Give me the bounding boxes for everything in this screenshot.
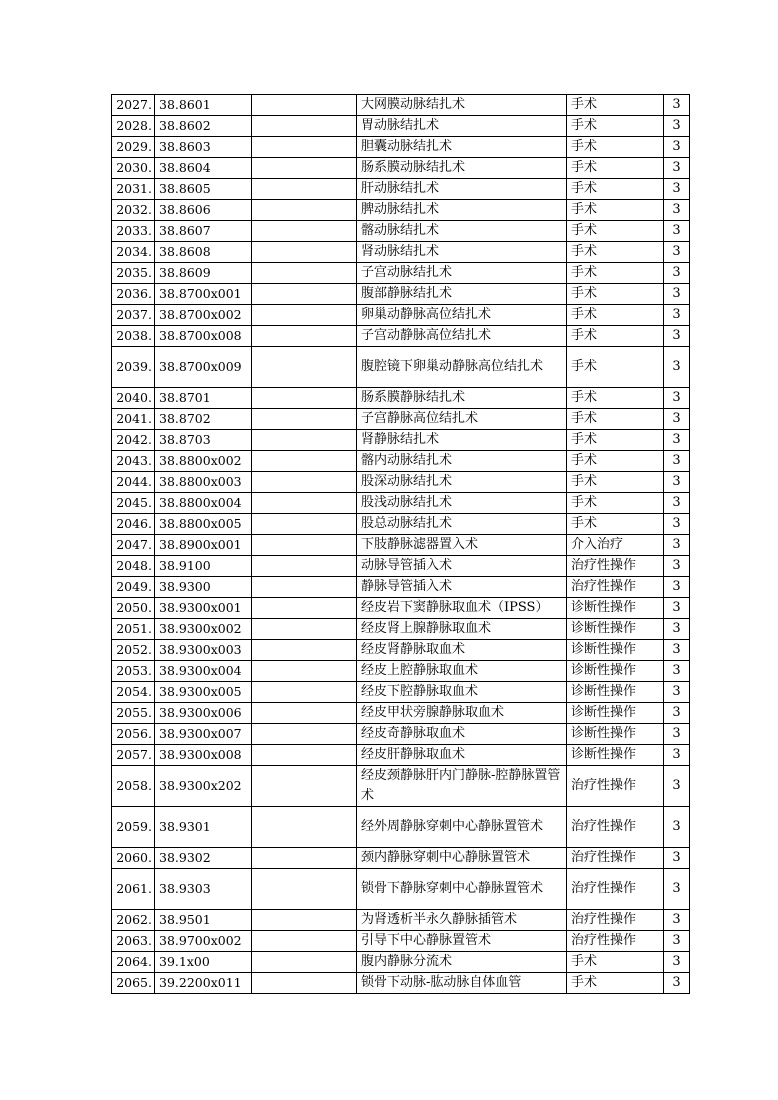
row-number: 2056. — [112, 724, 155, 745]
procedure-level: 3 — [664, 451, 690, 472]
table-row — [112, 493, 690, 514]
table-row — [112, 179, 690, 200]
procedure-name: 髂内动脉结扎术 — [357, 451, 567, 472]
table-row — [112, 116, 690, 137]
blank-cell — [252, 598, 357, 619]
procedure-code: 38.8800x002 — [155, 451, 252, 472]
procedure-name: 肾动脉结扎术 — [357, 242, 567, 263]
row-number: 2035. — [112, 263, 155, 284]
row-number: 2049. — [112, 577, 155, 598]
row-number: 2044. — [112, 472, 155, 493]
procedure-name: 动脉导管插入术 — [357, 556, 567, 577]
procedure-code: 38.8900x001 — [155, 535, 252, 556]
procedure-code: 38.9300x003 — [155, 640, 252, 661]
procedure-category: 手术 — [567, 95, 664, 116]
table-row — [112, 326, 690, 347]
table-row — [112, 952, 690, 973]
procedure-level: 3 — [664, 535, 690, 556]
row-number: 2043. — [112, 451, 155, 472]
row-number: 2039. — [112, 347, 155, 388]
procedure-level: 3 — [664, 598, 690, 619]
procedure-name: 锁骨下静脉穿刺中心静脉置管术 — [357, 869, 567, 910]
procedure-code: 38.8601 — [155, 95, 252, 116]
procedure-name: 股总动脉结扎术 — [357, 514, 567, 535]
row-number: 2061. — [112, 869, 155, 910]
procedure-name: 髂动脉结扎术 — [357, 221, 567, 242]
table-row — [112, 200, 690, 221]
procedure-code: 38.8700x009 — [155, 347, 252, 388]
procedure-code: 38.9300x006 — [155, 703, 252, 724]
table-row — [112, 305, 690, 326]
row-number: 2033. — [112, 221, 155, 242]
procedure-name: 脾动脉结扎术 — [357, 200, 567, 221]
procedure-name: 子宫静脉高位结扎术 — [357, 409, 567, 430]
procedure-category: 诊断性操作 — [567, 682, 664, 703]
procedure-level: 3 — [664, 910, 690, 931]
procedure-code: 38.8701 — [155, 388, 252, 409]
procedure-level: 3 — [664, 682, 690, 703]
table-row — [112, 221, 690, 242]
table-row — [112, 137, 690, 158]
procedure-category: 诊断性操作 — [567, 619, 664, 640]
procedure-code: 38.8700x008 — [155, 326, 252, 347]
table-row — [112, 388, 690, 409]
procedure-code: 38.8702 — [155, 409, 252, 430]
procedure-name: 子宫动静脉高位结扎术 — [357, 326, 567, 347]
row-number: 2046. — [112, 514, 155, 535]
procedure-level: 3 — [664, 640, 690, 661]
procedure-code: 38.8800x005 — [155, 514, 252, 535]
procedure-name: 肠系膜静脉结扎术 — [357, 388, 567, 409]
procedure-name: 腹内静脉分流术 — [357, 952, 567, 973]
procedure-code: 38.9302 — [155, 848, 252, 869]
row-number: 2029. — [112, 137, 155, 158]
procedure-name: 经皮奇静脉取血术 — [357, 724, 567, 745]
procedure-level: 3 — [664, 221, 690, 242]
row-number: 2050. — [112, 598, 155, 619]
procedure-level: 3 — [664, 305, 690, 326]
procedure-code: 38.8608 — [155, 242, 252, 263]
procedure-name: 锁骨下动脉-肱动脉自体血管 — [357, 973, 567, 994]
procedure-category: 手术 — [567, 430, 664, 451]
procedure-level: 3 — [664, 472, 690, 493]
row-number: 2065. — [112, 973, 155, 994]
procedure-code: 38.8700x002 — [155, 305, 252, 326]
procedure-category: 诊断性操作 — [567, 640, 664, 661]
procedure-code: 38.8606 — [155, 200, 252, 221]
table-row — [112, 347, 690, 388]
procedure-code: 38.8700x001 — [155, 284, 252, 305]
procedure-code: 38.8602 — [155, 116, 252, 137]
blank-cell — [252, 682, 357, 703]
row-number: 2058. — [112, 766, 155, 807]
blank-cell — [252, 284, 357, 305]
procedure-category: 手术 — [567, 137, 664, 158]
procedure-category: 手术 — [567, 263, 664, 284]
procedure-code: 38.9300x005 — [155, 682, 252, 703]
procedure-category: 治疗性操作 — [567, 910, 664, 931]
procedure-category: 手术 — [567, 514, 664, 535]
procedure-name: 腹腔镜下卵巢动静脉高位结扎术 — [357, 347, 567, 388]
procedure-code: 38.8603 — [155, 137, 252, 158]
procedure-category: 手术 — [567, 973, 664, 994]
procedure-code: 38.9300x008 — [155, 745, 252, 766]
procedure-code: 38.8703 — [155, 430, 252, 451]
table-row — [112, 242, 690, 263]
blank-cell — [252, 807, 357, 848]
procedure-code: 38.8604 — [155, 158, 252, 179]
row-number: 2036. — [112, 284, 155, 305]
row-number: 2027. — [112, 95, 155, 116]
blank-cell — [252, 952, 357, 973]
procedure-level: 3 — [664, 514, 690, 535]
procedure-name: 经皮肾上腺静脉取血术 — [357, 619, 567, 640]
blank-cell — [252, 158, 357, 179]
procedure-level: 3 — [664, 116, 690, 137]
procedure-name: 胃动脉结扎术 — [357, 116, 567, 137]
row-number: 2060. — [112, 848, 155, 869]
blank-cell — [252, 724, 357, 745]
blank-cell — [252, 869, 357, 910]
procedure-level: 3 — [664, 952, 690, 973]
procedure-category: 治疗性操作 — [567, 556, 664, 577]
blank-cell — [252, 577, 357, 598]
blank-cell — [252, 95, 357, 116]
row-number: 2053. — [112, 661, 155, 682]
procedure-category: 手术 — [567, 200, 664, 221]
procedure-code: 38.9700x002 — [155, 931, 252, 952]
procedure-code: 39.1x00 — [155, 952, 252, 973]
procedure-level: 3 — [664, 807, 690, 848]
procedure-code: 38.9300x202 — [155, 766, 252, 807]
table-row — [112, 263, 690, 284]
procedure-name: 腹部静脉结扎术 — [357, 284, 567, 305]
row-number: 2038. — [112, 326, 155, 347]
procedure-level: 3 — [664, 242, 690, 263]
procedure-level: 3 — [664, 263, 690, 284]
blank-cell — [252, 388, 357, 409]
blank-cell — [252, 973, 357, 994]
procedure-category: 治疗性操作 — [567, 869, 664, 910]
procedure-name: 颈内静脉穿刺中心静脉置管术 — [357, 848, 567, 869]
procedure-category: 治疗性操作 — [567, 577, 664, 598]
procedure-category: 手术 — [567, 284, 664, 305]
table-row — [112, 682, 690, 703]
procedure-name: 股深动脉结扎术 — [357, 472, 567, 493]
procedure-category: 手术 — [567, 242, 664, 263]
blank-cell — [252, 137, 357, 158]
table-row — [112, 745, 690, 766]
procedure-category: 手术 — [567, 472, 664, 493]
procedure-level: 3 — [664, 430, 690, 451]
blank-cell — [252, 116, 357, 137]
procedure-table-body — [112, 95, 690, 994]
table-row — [112, 766, 690, 807]
row-number: 2057. — [112, 745, 155, 766]
row-number: 2034. — [112, 242, 155, 263]
procedure-name: 经皮肾静脉取血术 — [357, 640, 567, 661]
procedure-level: 3 — [664, 619, 690, 640]
table-row — [112, 451, 690, 472]
table-row — [112, 430, 690, 451]
procedure-category: 手术 — [567, 388, 664, 409]
procedure-category: 治疗性操作 — [567, 931, 664, 952]
blank-cell — [252, 703, 357, 724]
blank-cell — [252, 535, 357, 556]
blank-cell — [252, 661, 357, 682]
table-row — [112, 158, 690, 179]
procedure-category: 手术 — [567, 326, 664, 347]
table-row — [112, 284, 690, 305]
procedure-level: 3 — [664, 284, 690, 305]
procedure-name: 肾静脉结扎术 — [357, 430, 567, 451]
procedure-name: 经皮颈静脉肝内门静脉-腔静脉置管术 — [357, 766, 567, 807]
row-number: 2040. — [112, 388, 155, 409]
procedure-name: 胆囊动脉结扎术 — [357, 137, 567, 158]
blank-cell — [252, 619, 357, 640]
row-number: 2063. — [112, 931, 155, 952]
table-row — [112, 848, 690, 869]
blank-cell — [252, 556, 357, 577]
procedure-category: 手术 — [567, 952, 664, 973]
procedure-category: 手术 — [567, 347, 664, 388]
procedure-code: 38.8800x004 — [155, 493, 252, 514]
procedure-category: 诊断性操作 — [567, 703, 664, 724]
blank-cell — [252, 347, 357, 388]
procedure-category: 手术 — [567, 305, 664, 326]
blank-cell — [252, 493, 357, 514]
procedure-code: 38.9300x002 — [155, 619, 252, 640]
procedure-category: 手术 — [567, 451, 664, 472]
procedure-name: 肝动脉结扎术 — [357, 179, 567, 200]
table-row — [112, 807, 690, 848]
procedure-name: 经外周静脉穿刺中心静脉置管术 — [357, 807, 567, 848]
blank-cell — [252, 430, 357, 451]
procedure-category: 治疗性操作 — [567, 807, 664, 848]
row-number: 2048. — [112, 556, 155, 577]
procedure-code: 39.2200x011 — [155, 973, 252, 994]
procedure-level: 3 — [664, 200, 690, 221]
blank-cell — [252, 263, 357, 284]
row-number: 2051. — [112, 619, 155, 640]
procedure-level: 3 — [664, 326, 690, 347]
procedure-category: 手术 — [567, 158, 664, 179]
procedure-code: 38.9300x001 — [155, 598, 252, 619]
procedure-name: 肠系膜动脉结扎术 — [357, 158, 567, 179]
row-number: 2054. — [112, 682, 155, 703]
procedure-table-page — [111, 94, 690, 994]
procedure-category: 手术 — [567, 179, 664, 200]
blank-cell — [252, 640, 357, 661]
row-number: 2030. — [112, 158, 155, 179]
procedure-code: 38.8800x003 — [155, 472, 252, 493]
procedure-level: 3 — [664, 661, 690, 682]
table-row — [112, 869, 690, 910]
row-number: 2028. — [112, 116, 155, 137]
procedure-name: 股浅动脉结扎术 — [357, 493, 567, 514]
procedure-level: 3 — [664, 848, 690, 869]
blank-cell — [252, 221, 357, 242]
procedure-code: 38.8605 — [155, 179, 252, 200]
procedure-code: 38.9303 — [155, 869, 252, 910]
blank-cell — [252, 305, 357, 326]
blank-cell — [252, 514, 357, 535]
blank-cell — [252, 766, 357, 807]
procedure-name: 为肾透析半永久静脉插管术 — [357, 910, 567, 931]
blank-cell — [252, 745, 357, 766]
procedure-name: 引导下中心静脉置管术 — [357, 931, 567, 952]
blank-cell — [252, 242, 357, 263]
blank-cell — [252, 179, 357, 200]
procedure-level: 3 — [664, 745, 690, 766]
table-row — [112, 598, 690, 619]
procedure-name: 经皮肝静脉取血术 — [357, 745, 567, 766]
row-number: 2059. — [112, 807, 155, 848]
table-row — [112, 535, 690, 556]
procedure-code: 38.9300x004 — [155, 661, 252, 682]
procedure-category: 诊断性操作 — [567, 724, 664, 745]
procedure-category: 诊断性操作 — [567, 745, 664, 766]
procedure-level: 3 — [664, 766, 690, 807]
procedure-level: 3 — [664, 724, 690, 745]
blank-cell — [252, 200, 357, 221]
row-number: 2032. — [112, 200, 155, 221]
procedure-name: 大网膜动脉结扎术 — [357, 95, 567, 116]
procedure-table — [111, 94, 690, 994]
procedure-name: 经皮下腔静脉取血术 — [357, 682, 567, 703]
blank-cell — [252, 910, 357, 931]
blank-cell — [252, 848, 357, 869]
procedure-name: 静脉导管插入术 — [357, 577, 567, 598]
procedure-category: 治疗性操作 — [567, 766, 664, 807]
procedure-category: 诊断性操作 — [567, 661, 664, 682]
procedure-level: 3 — [664, 409, 690, 430]
procedure-code: 38.9501 — [155, 910, 252, 931]
procedure-level: 3 — [664, 703, 690, 724]
row-number: 2042. — [112, 430, 155, 451]
procedure-category: 手术 — [567, 221, 664, 242]
table-row — [112, 640, 690, 661]
procedure-category: 手术 — [567, 493, 664, 514]
procedure-level: 3 — [664, 95, 690, 116]
table-row — [112, 931, 690, 952]
blank-cell — [252, 931, 357, 952]
procedure-category: 手术 — [567, 409, 664, 430]
blank-cell — [252, 472, 357, 493]
procedure-level: 3 — [664, 493, 690, 514]
row-number: 2062. — [112, 910, 155, 931]
procedure-code: 38.8607 — [155, 221, 252, 242]
row-number: 2047. — [112, 535, 155, 556]
row-number: 2064. — [112, 952, 155, 973]
procedure-level: 3 — [664, 158, 690, 179]
procedure-code: 38.9301 — [155, 807, 252, 848]
procedure-name: 经皮上腔静脉取血术 — [357, 661, 567, 682]
table-row — [112, 472, 690, 493]
procedure-category: 治疗性操作 — [567, 848, 664, 869]
table-row — [112, 556, 690, 577]
procedure-category: 手术 — [567, 116, 664, 137]
row-number: 2052. — [112, 640, 155, 661]
table-row — [112, 95, 690, 116]
procedure-level: 3 — [664, 577, 690, 598]
procedure-level: 3 — [664, 388, 690, 409]
procedure-code: 38.8609 — [155, 263, 252, 284]
procedure-level: 3 — [664, 931, 690, 952]
table-row — [112, 973, 690, 994]
blank-cell — [252, 451, 357, 472]
blank-cell — [252, 326, 357, 347]
procedure-name: 卵巢动静脉高位结扎术 — [357, 305, 567, 326]
procedure-level: 3 — [664, 973, 690, 994]
blank-cell — [252, 409, 357, 430]
procedure-category: 诊断性操作 — [567, 598, 664, 619]
row-number: 2037. — [112, 305, 155, 326]
procedure-level: 3 — [664, 869, 690, 910]
row-number: 2031. — [112, 179, 155, 200]
table-row — [112, 577, 690, 598]
procedure-name: 经皮甲状旁腺静脉取血术 — [357, 703, 567, 724]
procedure-code: 38.9100 — [155, 556, 252, 577]
procedure-code: 38.9300x007 — [155, 724, 252, 745]
table-row — [112, 910, 690, 931]
procedure-name: 经皮岩下窦静脉取血术（IPSS） — [357, 598, 567, 619]
row-number: 2055. — [112, 703, 155, 724]
table-row — [112, 661, 690, 682]
procedure-name: 子宫动脉结扎术 — [357, 263, 567, 284]
procedure-level: 3 — [664, 179, 690, 200]
procedure-name: 下肢静脉滤器置入术 — [357, 535, 567, 556]
table-row — [112, 514, 690, 535]
procedure-level: 3 — [664, 556, 690, 577]
procedure-category: 介入治疗 — [567, 535, 664, 556]
procedure-code: 38.9300 — [155, 577, 252, 598]
procedure-level: 3 — [664, 137, 690, 158]
table-row — [112, 619, 690, 640]
table-row — [112, 703, 690, 724]
row-number: 2045. — [112, 493, 155, 514]
row-number: 2041. — [112, 409, 155, 430]
table-row — [112, 409, 690, 430]
table-row — [112, 724, 690, 745]
procedure-level: 3 — [664, 347, 690, 388]
